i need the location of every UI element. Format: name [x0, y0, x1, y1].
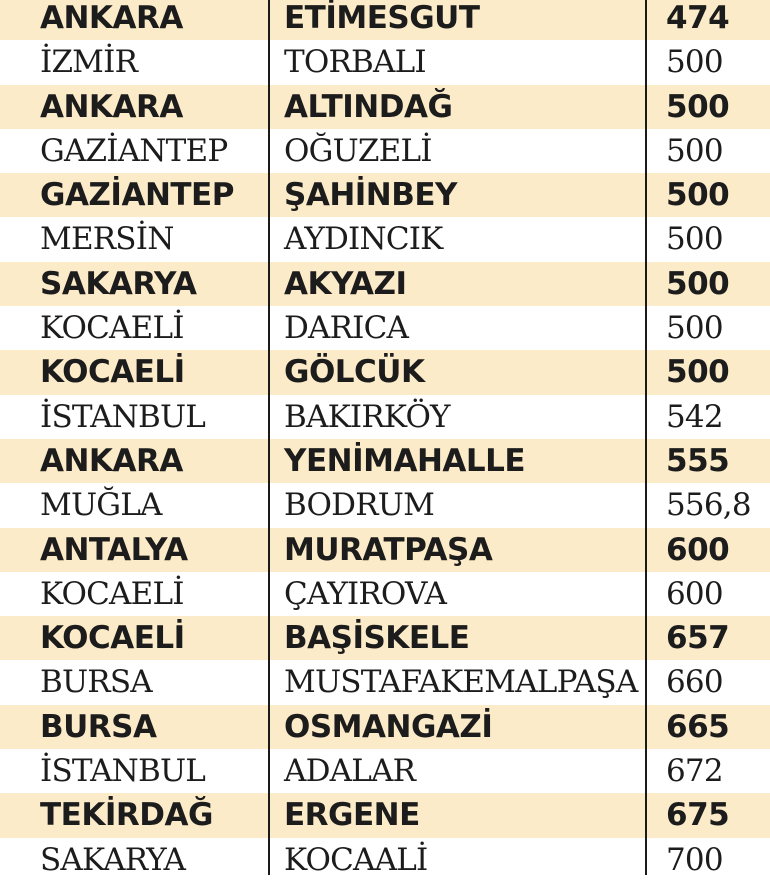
value-cell: 500	[666, 265, 730, 302]
table-row	[0, 528, 770, 572]
table-row	[0, 395, 770, 439]
value-cell: 660	[666, 664, 723, 701]
province-cell: KOCAELİ	[40, 620, 185, 657]
table-row	[0, 660, 770, 704]
value-cell: 474	[666, 0, 730, 36]
value-cell: 500	[666, 221, 723, 258]
province-cell: İSTANBUL	[40, 398, 206, 435]
table-row	[0, 439, 770, 483]
district-cell: ETİMESGUT	[284, 0, 480, 36]
district-cell: ŞAHİNBEY	[284, 177, 457, 214]
value-cell: 665	[666, 708, 730, 745]
district-cell: DARICA	[284, 310, 409, 347]
table-row	[0, 40, 770, 84]
table-row	[0, 483, 770, 527]
value-cell: 500	[666, 88, 730, 125]
table-row	[0, 129, 770, 173]
value-cell: 657	[666, 620, 730, 657]
district-cell: MUSTAFAKEMALPAŞA	[284, 664, 638, 701]
value-cell: 500	[666, 354, 730, 391]
province-cell: İZMİR	[40, 44, 138, 81]
province-cell: GAZİANTEP	[40, 132, 228, 169]
value-cell: 542	[666, 398, 723, 435]
district-cell: ÇAYIROVA	[284, 575, 447, 612]
district-cell: ADALAR	[284, 753, 416, 790]
district-cell: AYDINCIK	[284, 221, 443, 258]
district-cell: BAŞİSKELE	[284, 620, 470, 657]
district-cell: OĞUZELİ	[284, 132, 432, 169]
table-row	[0, 85, 770, 129]
value-cell: 556,8	[666, 487, 751, 524]
table-row	[0, 350, 770, 394]
province-cell: KOCAELİ	[40, 310, 184, 347]
value-cell: 600	[666, 531, 730, 568]
table-row	[0, 793, 770, 837]
province-cell: ANKARA	[40, 442, 183, 479]
table-row	[0, 306, 770, 350]
district-cell: ALTINDAĞ	[284, 88, 453, 125]
province-cell: ANKARA	[40, 88, 183, 125]
province-cell: İSTANBUL	[40, 753, 206, 790]
district-cell: YENİMAHALLE	[284, 442, 526, 479]
table-row	[0, 838, 770, 882]
district-cell: OSMANGAZİ	[284, 708, 493, 745]
value-cell: 672	[666, 753, 723, 790]
value-cell: 500	[666, 132, 723, 169]
column-divider-2	[645, 0, 647, 875]
table-row	[0, 616, 770, 660]
table-row	[0, 173, 770, 217]
province-cell: BURSA	[40, 708, 157, 745]
table-row	[0, 217, 770, 261]
value-cell: 675	[666, 797, 730, 834]
province-cell: SAKARYA	[40, 841, 186, 878]
district-cell: AKYAZI	[284, 265, 407, 302]
province-cell: KOCAELİ	[40, 354, 185, 391]
province-cell: SAKARYA	[40, 265, 197, 302]
value-cell: 600	[666, 575, 723, 612]
table-row	[0, 749, 770, 793]
province-cell: ANKARA	[40, 0, 183, 36]
district-cell: GÖLCÜK	[284, 354, 425, 391]
district-cell: MURATPAŞA	[284, 531, 493, 568]
value-cell: 500	[666, 177, 730, 214]
district-cell: BODRUM	[284, 487, 435, 524]
province-cell: TEKİRDAĞ	[40, 797, 213, 834]
value-cell: 500	[666, 44, 723, 81]
table-row	[0, 262, 770, 306]
province-cell: MERSİN	[40, 221, 174, 258]
province-cell: GAZİANTEP	[40, 177, 234, 214]
column-divider-1	[268, 0, 270, 875]
district-cell: BAKIRKÖY	[284, 398, 450, 435]
table-row	[0, 572, 770, 616]
value-cell: 555	[666, 442, 730, 479]
table-row	[0, 0, 770, 40]
province-cell: BURSA	[40, 664, 152, 701]
district-cell: TORBALI	[284, 44, 426, 81]
district-cell: KOCAALİ	[284, 841, 428, 878]
table-row	[0, 705, 770, 749]
province-cell: KOCAELİ	[40, 575, 184, 612]
district-cell: ERGENE	[284, 797, 420, 834]
province-cell: ANTALYA	[40, 531, 188, 568]
value-cell: 700	[666, 841, 723, 878]
value-cell: 500	[666, 310, 723, 347]
province-cell: MUĞLA	[40, 487, 162, 524]
